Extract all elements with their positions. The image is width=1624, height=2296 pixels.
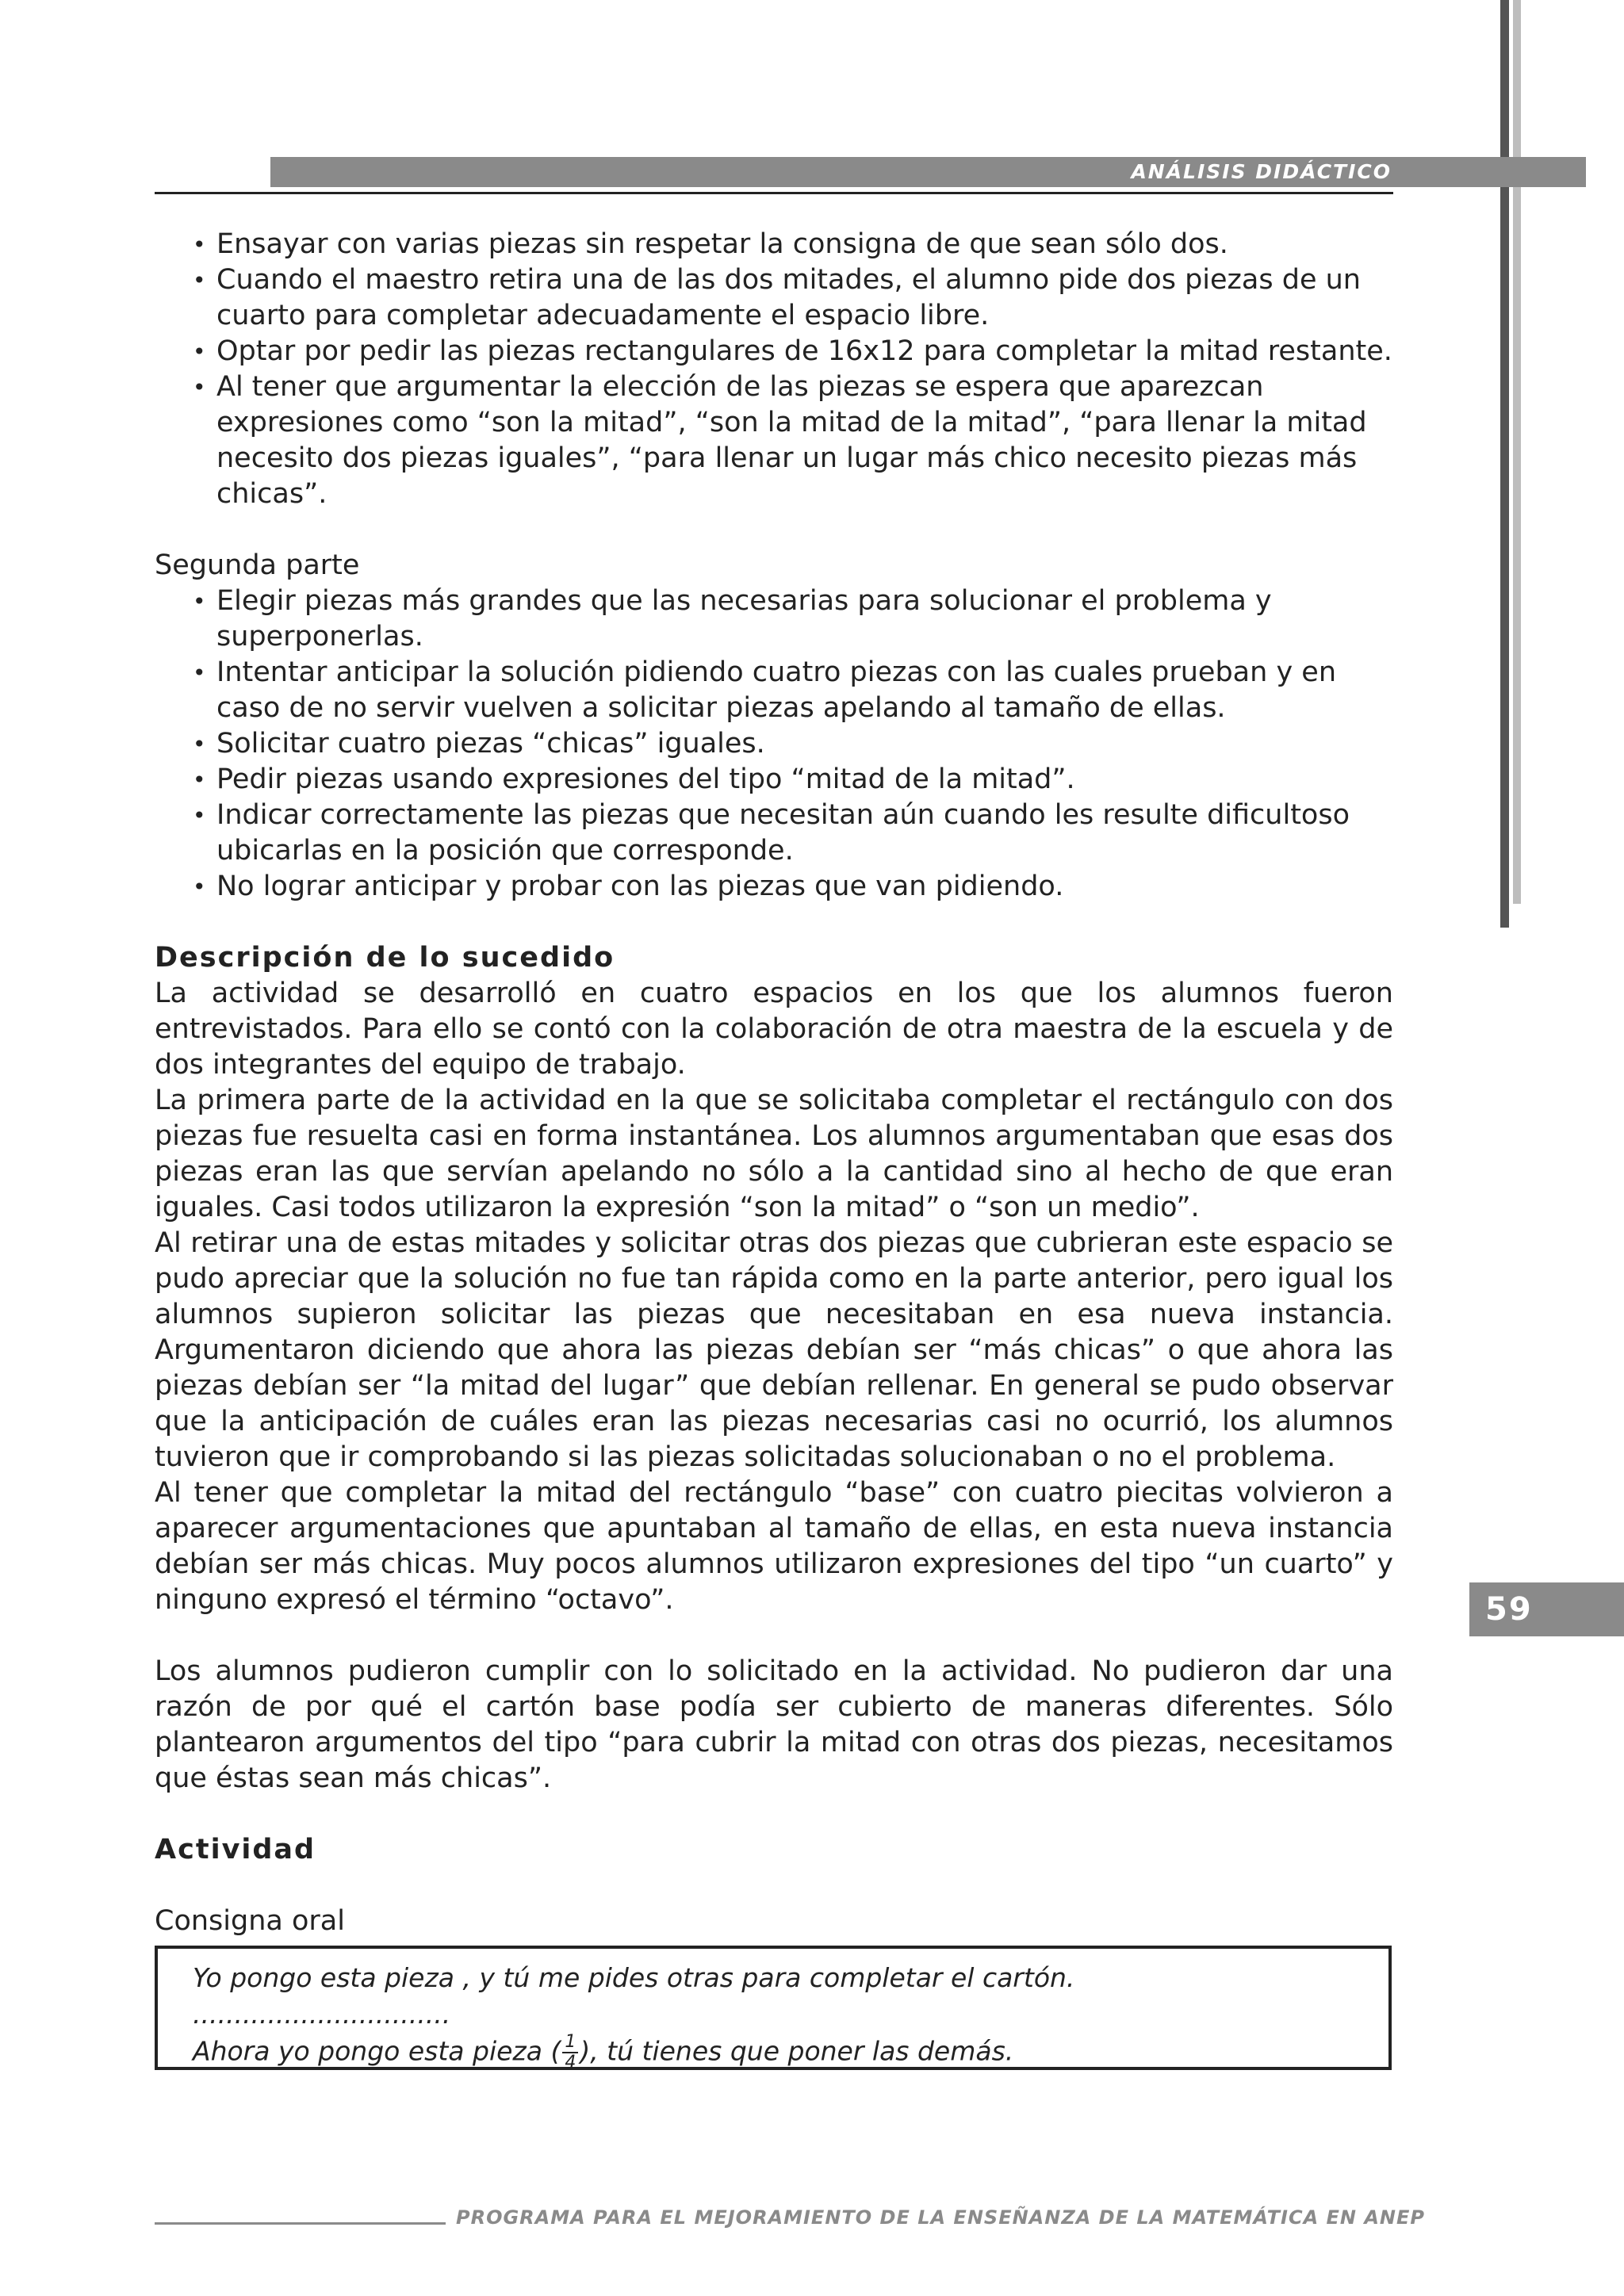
footer-rule bbox=[155, 2222, 446, 2225]
consigna-text-before: Ahora yo pongo esta pieza ( bbox=[193, 2035, 561, 2067]
consigna-box bbox=[155, 1946, 1392, 2070]
paragraph: La primera parte de la actividad en la que se solicitaba completar el rectángulo con dos piezas fue resuelta casi en forma instantánea. Los alumnos argumentaban que esas dos piezas eran las que servían apelando no sólo a la cantidad sino al hecho de que eran iguales. Casi todos utilizaron la expresión “son la mitad” o “son un medio”. bbox=[155, 1085, 1393, 1223]
consigna-line: Yo pongo esta pieza , y tú me pides otras para completar el cartón. bbox=[193, 1962, 1075, 1993]
footer-text: PROGRAMA PARA EL MEJORAMIENTO DE LA ENSEÑANZA DE LA MATEMÁTICA EN ANEP bbox=[456, 2206, 1425, 2229]
paragraph: Al retirar una de estas mitades y solicitar otras dos piezas que cubrieran este espacio se pudo apreciar que la solución no fue tan rápida como en la parte anterior, pero igual los alumnos supieron solicitar las piezas que necesitaban en esa nueva instancia. Argumentaron diciendo que ahora las piezas debían ser “más chicas” o que ahora las piezas debían ser “la mitad del lugar” que debían rellenar. En general se pudo observar que la anticipación de cuáles eran las piezas necesarias casi no ocurrió, los alumnos tuvieron que ir comprobando si las piezas solicitadas solucionaban o no el problema. bbox=[155, 1227, 1393, 1473]
segunda-parte-title: Segunda parte bbox=[155, 549, 360, 581]
descripcion-heading: Descripción de lo sucedido bbox=[155, 942, 615, 974]
segunda-bullet-list bbox=[155, 584, 1393, 905]
page-body bbox=[155, 227, 1393, 1939]
consigna-oral-label: Consigna oral bbox=[155, 1905, 345, 1937]
header-rule bbox=[155, 192, 1393, 194]
list-item: • Intentar anticipar la solución pidiendo cuatro piezas con las cuales prueban y en caso de no servir vuelven a solicitar piezas apelando al tamaño de ellas. bbox=[216, 655, 1393, 726]
list-item: • Elegir piezas más grandes que las necesarias para solucionar el problema y superponerlas. bbox=[216, 584, 1393, 655]
margin-bar-light bbox=[1513, 0, 1521, 904]
consigna-dots: ............................... bbox=[193, 1999, 451, 2030]
paragraph: Al tener que completar la mitad del rectángulo “base” con cuatro piecitas volvieron a aparecer argumentaciones que apuntaban al tamaño de ellas, en esta nueva instancia debían ser más chicas. Muy pocos alumnos utilizaron expresiones del tipo “un cuarto” y ninguno expresó el término “octavo”. bbox=[155, 1477, 1393, 1616]
list-item: • Al tener que argumentar la elección de las piezas se espera que aparezcan expresiones como “son la mitad”, “son la mitad de la mitad”, “para llenar la mitad necesito dos piezas iguales”, “para llenar un lugar más chico necesito piezas más chicas”. bbox=[216, 369, 1393, 512]
list-item: • No lograr anticipar y probar con las piezas que van pidiendo. bbox=[216, 869, 1393, 905]
consigna-line bbox=[193, 2033, 1354, 2072]
actividad-heading: Actividad bbox=[155, 1834, 316, 1866]
list-item: • Solicitar cuatro piezas “chicas” iguales. bbox=[216, 726, 1393, 762]
fraction bbox=[562, 2033, 578, 2072]
margin-bar-dark bbox=[1500, 0, 1509, 928]
list-item: • Indicar correctamente las piezas que necesitan aún cuando les resulte dificultoso ubicarlas en la posición que corresponde. bbox=[216, 798, 1393, 869]
closing-paragraph: Los alumnos pudieron cumplir con lo solicitado en la actividad. No pudieron dar una razón de por qué el cartón base podía ser cubierto de maneras diferentes. Sólo plantearon argumentos del tipo “para cubrir la mitad con otras dos piezas, necesitamos que éstas sean más chicas”. bbox=[155, 1655, 1393, 1794]
page-number: 59 bbox=[1469, 1582, 1624, 1636]
fraction-numerator: 1 bbox=[562, 2033, 578, 2053]
consigna-text-after: ), tú tienes que poner las demás. bbox=[580, 2035, 1014, 2067]
header-title: ANÁLISIS DIDÁCTICO bbox=[1131, 160, 1392, 183]
fraction-denominator: 4 bbox=[565, 2053, 576, 2072]
paragraph: La actividad se desarrolló en cuatro espacios en los que los alumnos fueron entrevistados. Para ello se contó con la colaboración de otra maestra de la escuela y de dos integrantes del equipo de trabajo. bbox=[155, 978, 1393, 1081]
list-item: • Optar por pedir las piezas rectangulares de 16x12 para completar la mitad restante. bbox=[216, 334, 1393, 369]
list-item: • Pedir piezas usando expresiones del tipo “mitad de la mitad”. bbox=[216, 762, 1393, 798]
first-bullet-list bbox=[155, 227, 1393, 512]
list-item: • Ensayar con varias piezas sin respetar la consigna de que sean sólo dos. bbox=[216, 227, 1393, 262]
list-item: • Cuando el maestro retira una de las dos mitades, el alumno pide dos piezas de un cuarto para completar adecuadamente el espacio libre. bbox=[216, 262, 1393, 334]
